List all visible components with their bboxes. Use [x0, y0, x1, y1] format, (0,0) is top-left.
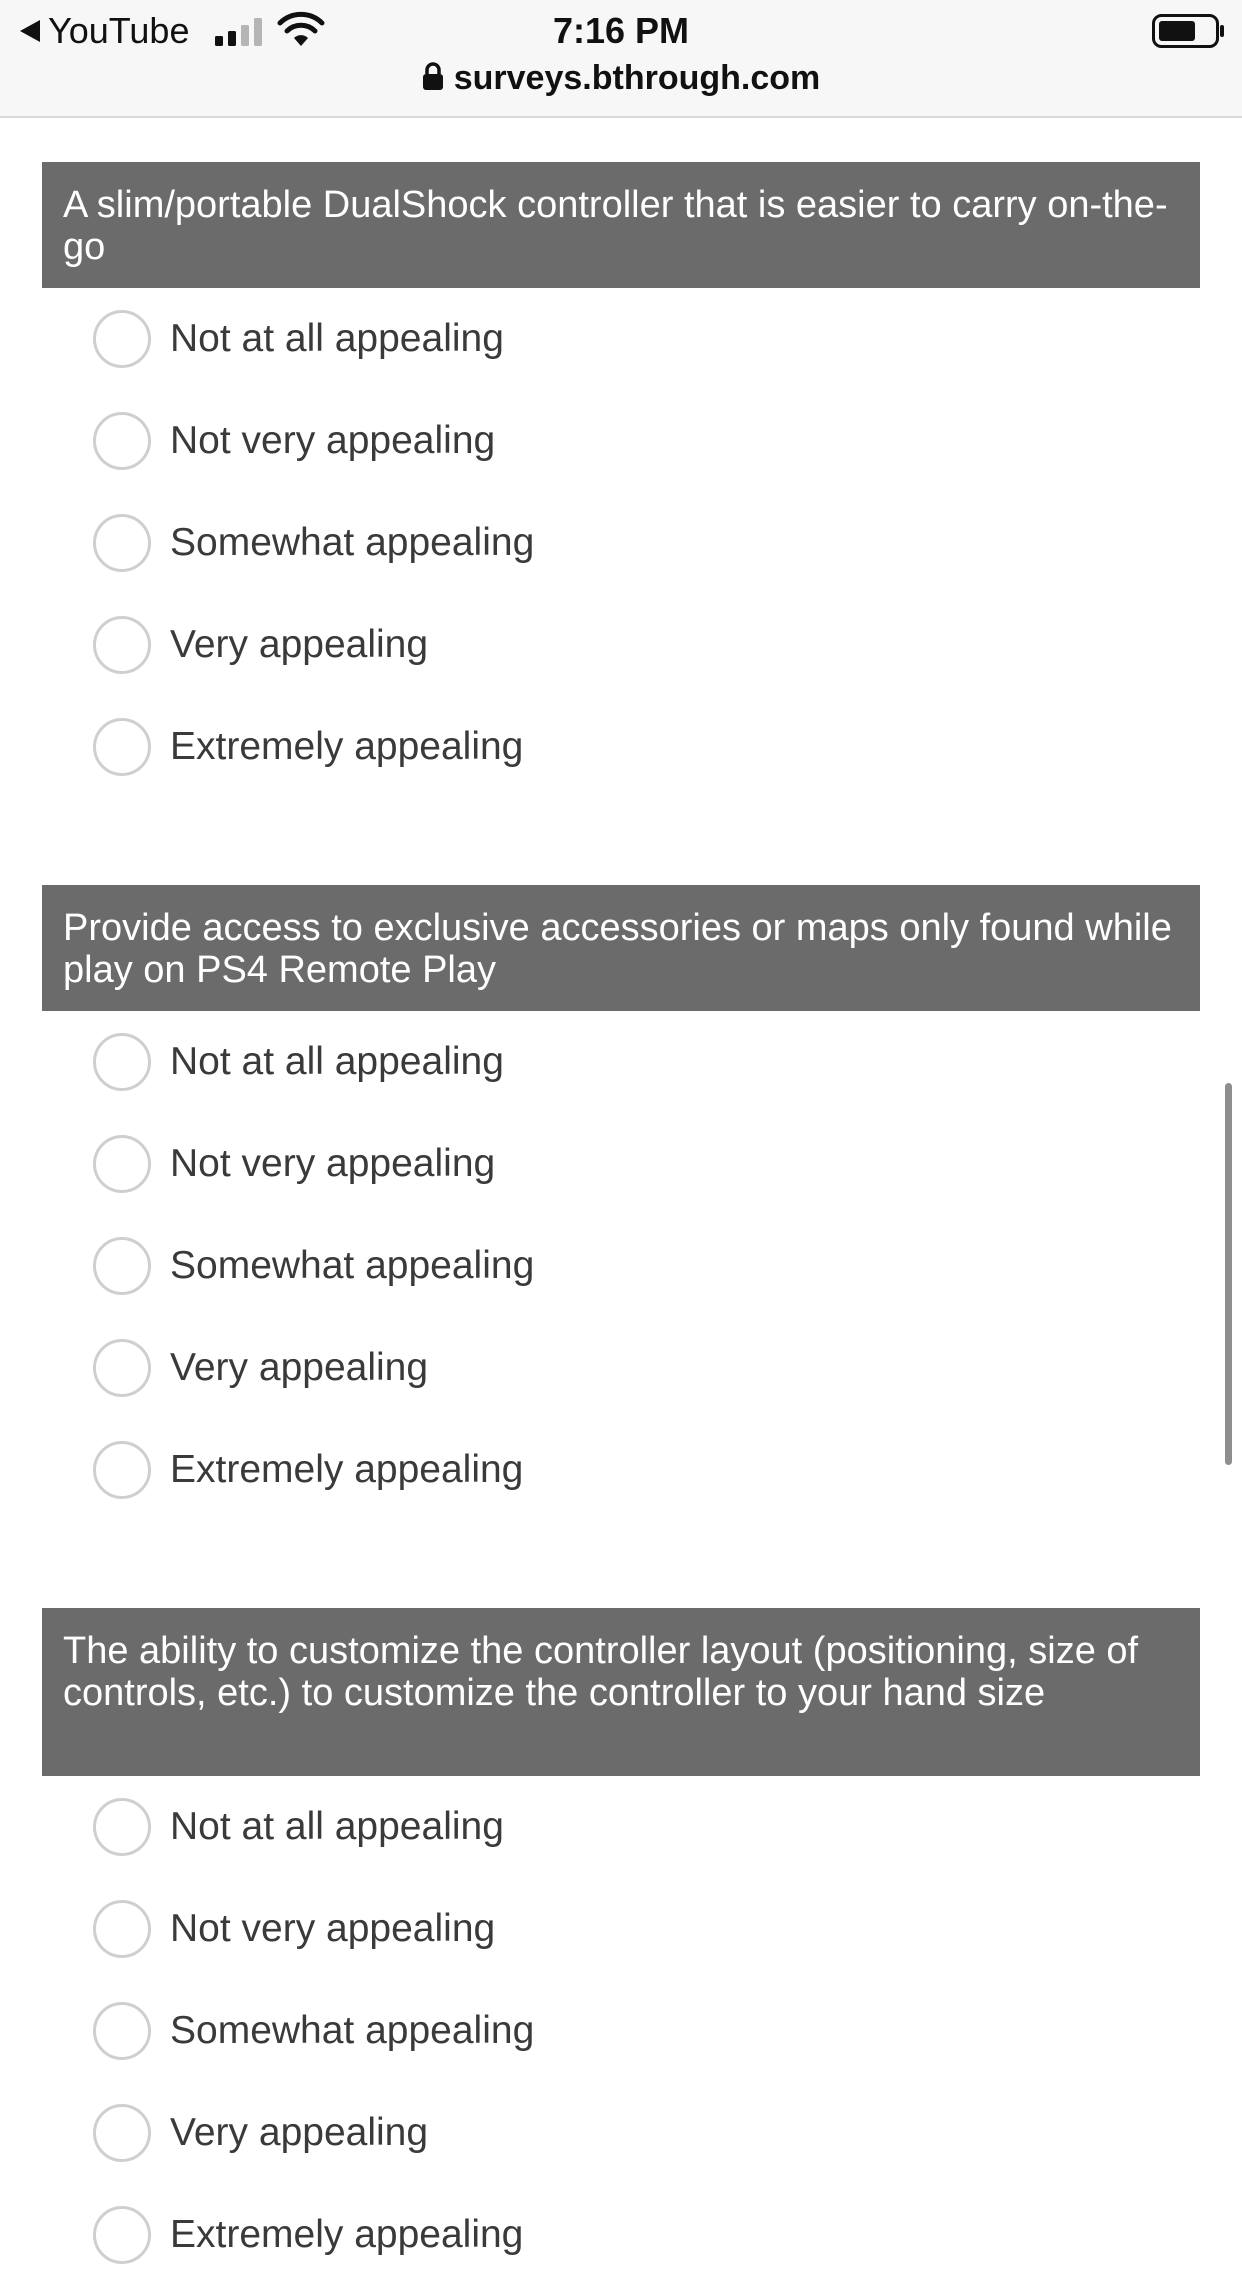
- answer-option[interactable]: [0, 390, 1242, 492]
- option-label: Extremely appealing: [170, 2213, 524, 2256]
- answer-option[interactable]: [0, 1419, 1242, 1521]
- option-label: Somewhat appealing: [170, 2009, 535, 2052]
- option-label: Very appealing: [170, 1346, 429, 1389]
- radio-button[interactable]: [93, 514, 151, 572]
- question-header: Provide access to exclusive accessories or maps only found while play on PS4 Remote Play: [42, 885, 1200, 1011]
- option-label: Not very appealing: [170, 1142, 496, 1185]
- radio-button[interactable]: [93, 1798, 151, 1856]
- question-block: [0, 885, 1242, 1521]
- radio-button[interactable]: [93, 718, 151, 776]
- question-header: A slim/portable DualShock controller that is easier to carry on-the-go: [42, 162, 1200, 288]
- option-label: Very appealing: [170, 2111, 429, 2154]
- back-app-label: YouTube: [48, 10, 190, 51]
- option-label: Somewhat appealing: [170, 1244, 535, 1287]
- answer-option[interactable]: [0, 288, 1242, 390]
- question-header: The ability to customize the controller layout (positioning, size of controls, etc.) to customize the controller to your hand size: [42, 1608, 1200, 1776]
- url-bar[interactable]: [0, 58, 1242, 98]
- lock-icon: [422, 61, 444, 91]
- radio-button[interactable]: [93, 310, 151, 368]
- question-block: [0, 1608, 1242, 2286]
- radio-button[interactable]: [93, 1033, 151, 1091]
- option-label: Extremely appealing: [170, 1448, 524, 1491]
- option-label: Not at all appealing: [170, 317, 504, 360]
- option-label: Very appealing: [170, 623, 429, 666]
- answer-option[interactable]: [0, 1980, 1242, 2082]
- url-text: surveys.bthrough.com: [453, 59, 821, 97]
- radio-button[interactable]: [93, 1237, 151, 1295]
- radio-button[interactable]: [93, 2206, 151, 2264]
- radio-button[interactable]: [93, 1900, 151, 1958]
- radio-button[interactable]: [93, 2104, 151, 2162]
- battery-icon: [1152, 14, 1226, 48]
- radio-button[interactable]: [93, 616, 151, 674]
- answer-option[interactable]: [0, 696, 1242, 798]
- answer-option[interactable]: [0, 1215, 1242, 1317]
- radio-button[interactable]: [93, 1339, 151, 1397]
- answer-option[interactable]: [0, 2184, 1242, 2286]
- radio-button[interactable]: [93, 412, 151, 470]
- answer-option[interactable]: [0, 1878, 1242, 1980]
- browser-top-bar: [0, 0, 1242, 118]
- answer-option[interactable]: [0, 1776, 1242, 1878]
- status-time: 7:16 PM: [552, 10, 690, 51]
- answer-option[interactable]: [0, 1317, 1242, 1419]
- radio-button[interactable]: [93, 1135, 151, 1193]
- radio-button[interactable]: [93, 1441, 151, 1499]
- option-label: Extremely appealing: [170, 725, 524, 768]
- option-label: Not very appealing: [170, 419, 496, 462]
- answer-option[interactable]: [0, 2082, 1242, 2184]
- answer-option[interactable]: [0, 594, 1242, 696]
- option-label: Somewhat appealing: [170, 521, 535, 564]
- radio-button[interactable]: [93, 2002, 151, 2060]
- scrollbar-thumb[interactable]: [1225, 1083, 1232, 1465]
- question-block: [0, 162, 1242, 798]
- answer-option[interactable]: [0, 1113, 1242, 1215]
- answer-option[interactable]: [0, 492, 1242, 594]
- option-label: Not very appealing: [170, 1907, 496, 1950]
- answer-option[interactable]: [0, 1011, 1242, 1113]
- option-label: Not at all appealing: [170, 1805, 504, 1848]
- option-label: Not at all appealing: [170, 1040, 504, 1083]
